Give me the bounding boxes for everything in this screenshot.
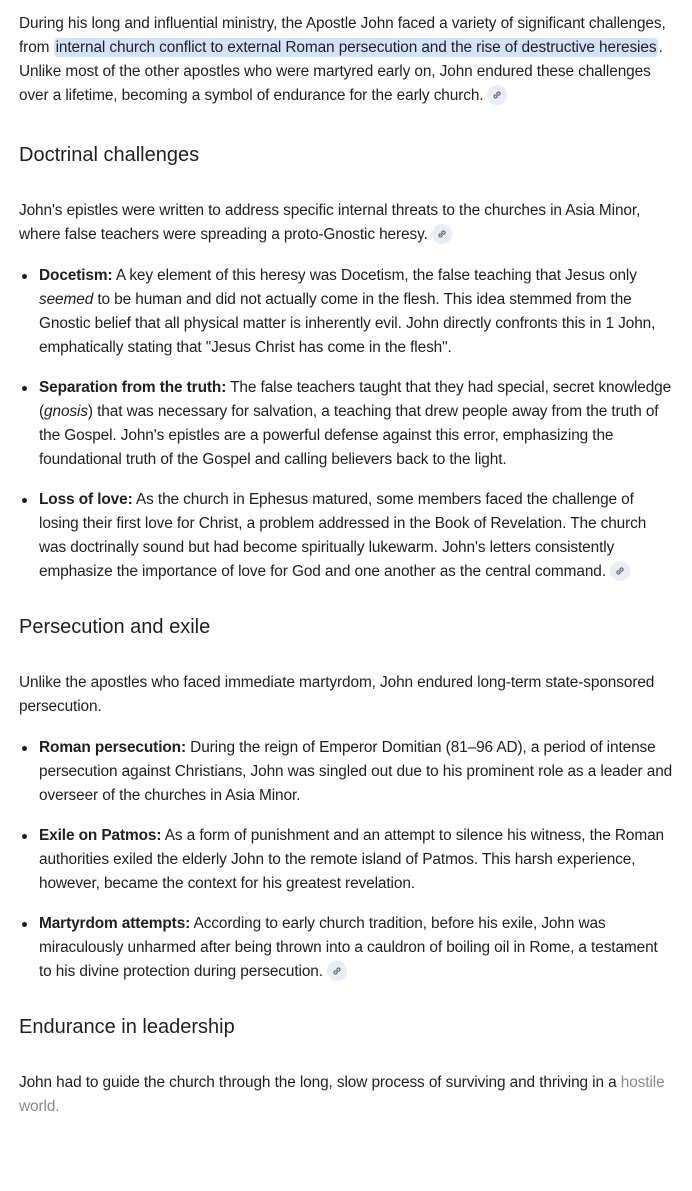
list-item-term: Exile on Patmos:: [39, 827, 162, 844]
list-item-text: to be human and did not actually come in the flesh. This idea stemmed from the Gnostic belief that all physical matter is inherently evil. John directly confronts this in 1 John, emphatically stating that "Jesus Christ has come in the flesh".: [39, 291, 656, 356]
list-item-text: According to early church tradition, before his exile, John was miraculously unharmed after being thrown into a cauldron of boiling oil in Rome, a testament to his divine protection during persecution.: [39, 915, 658, 980]
list-item-term: Roman persecution:: [39, 739, 186, 756]
link-icon: [437, 229, 447, 239]
highlighted-text[interactable]: internal church conflict to external Roman persecution and the rise of destructive heresies: [55, 39, 657, 56]
link-icon: [615, 566, 625, 576]
link-icon: [332, 966, 342, 976]
intro-paragraph: [19, 12, 674, 108]
link-icon: [492, 90, 502, 100]
list-item-text: The false teachers taught that they had special, secret knowledge (: [39, 379, 672, 420]
doctrinal-intro-text: John's epistles were written to address specific internal threats to the churches in Asia Minor, where false teachers were spreading a proto-Gnostic heresy.: [19, 202, 641, 243]
list-item-text: ) that was necessary for salvation, a teaching that drew people away from the truth of the Gospel. John's epistles are a powerful defense against this error, emphasizing the foundational truth of the Gospel and calling believers back to the light.: [39, 403, 659, 468]
italic-term: gnosis: [44, 403, 88, 420]
source-link-button[interactable]: [487, 85, 507, 105]
list-item-martyrdom: [19, 912, 674, 984]
doctrinal-intro: [19, 199, 674, 247]
list-item-roman-persecution: [19, 736, 674, 808]
list-item-text: As a form of punishment and an attempt to silence his witness, the Roman authorities exiled the elderly John to the remote island of Patmos. This harsh experience, however, became the context for his greatest revelation.: [39, 827, 664, 892]
list-item-term: Docetism:: [39, 267, 113, 284]
section-heading-endurance: Endurance in leadership: [19, 1016, 235, 1038]
list-item-exile-patmos: [19, 824, 674, 896]
list-item-text: During the reign of Emperor Domitian (81–96 AD), a period of intense persecution against Christians, John was singled out due to his prominent role as a leader and overseer of the churches in Asia Minor.: [39, 739, 673, 804]
persecution-list: [19, 736, 674, 984]
section-heading-persecution: Persecution and exile: [19, 616, 211, 638]
doctrinal-list: [19, 264, 674, 584]
source-link-button[interactable]: [327, 961, 347, 981]
endurance-intro-faded: hostile world.: [19, 1074, 665, 1115]
endurance-intro: [19, 1071, 674, 1119]
endurance-intro-text: John had to guide the church through the long, slow process of surviving and thriving in a: [19, 1074, 621, 1091]
list-item-text: As the church in Ephesus matured, some members faced the challenge of losing their first love for Christ, a problem addressed in the Book of Revelation. The church was doctrinally sound but had become spiritually lukewarm. John's letters consistently emphasize the importance of love for God and one another as the central command.: [39, 491, 647, 580]
persecution-intro: Unlike the apostles who faced immediate martyrdom, John endured long-term state-sponsored persecution.: [19, 674, 655, 715]
source-link-button[interactable]: [432, 224, 452, 244]
source-link-button[interactable]: [610, 561, 630, 581]
list-item-term: Loss of love:: [39, 491, 133, 508]
intro-text-end: . Unlike most of the other apostles who were martyred early on, John endured these challenges over a lifetime, becoming a symbol of endurance for the early church.: [19, 39, 663, 104]
italic-term: seemed: [39, 291, 94, 308]
list-item-loss-of-love: [19, 488, 674, 584]
list-item-docetism: [19, 264, 674, 360]
intro-text: During his long and influential ministry, the Apostle John faced a variety of significant challenges, from: [19, 15, 666, 56]
list-item-separation: [19, 376, 674, 472]
response-content: [19, 10, 674, 1119]
list-item-term: Separation from the truth:: [39, 379, 227, 396]
list-item-text: A key element of this heresy was Docetism, the false teaching that Jesus only: [112, 267, 637, 284]
section-heading-doctrinal: Doctrinal challenges: [19, 144, 200, 166]
list-item-term: Martyrdom attempts:: [39, 915, 191, 932]
